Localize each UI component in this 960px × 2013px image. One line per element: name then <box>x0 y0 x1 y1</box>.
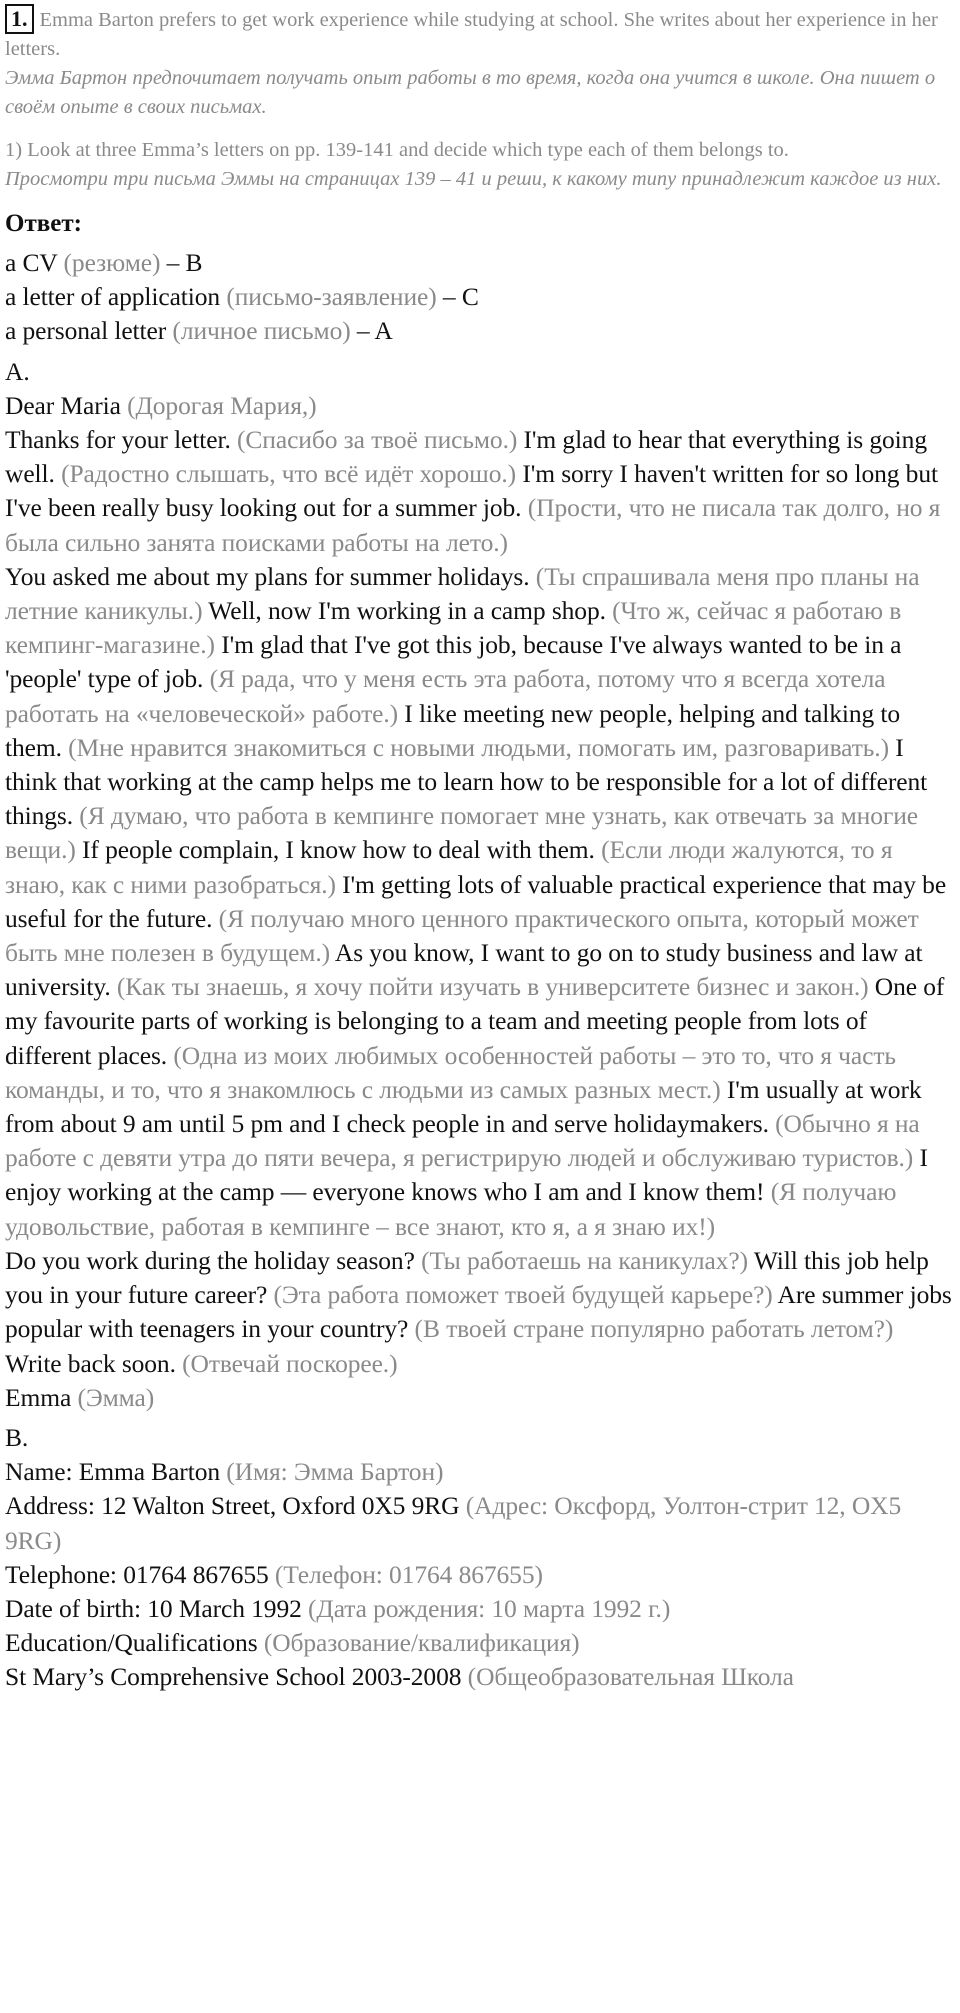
answer-item: a personal letter (личное письмо) – A <box>5 316 393 346</box>
letter-b-label: B. <box>5 1422 29 1452</box>
cv-row-school: St Mary’s Comprehensive School 2003-2008 (Общеобразовательная Школа <box>5 1662 794 1692</box>
cv-row-education: Education/Qualifications (Образование/квалификация) <box>5 1628 580 1658</box>
letter-a-greeting: Dear Maria (Дорогая Мария,) <box>5 390 317 420</box>
cv-row-name: Name: Emma Barton (Имя: Эмма Бартон) <box>5 1457 444 1487</box>
cv-row-date-of-birth: Date of birth: 10 March 1992 (Дата рождения: 10 марта 1992 г.) <box>5 1593 671 1623</box>
document-body <box>5 246 952 1695</box>
task-number: 1. <box>5 4 34 34</box>
letter-b <box>5 1421 952 1695</box>
question-1-ru: Просмотри три письма Эммы на страницах 139 – 41 и реши, к какому типу принадлежит каждое из них. <box>5 168 942 190</box>
cv-row-telephone: Telephone: 01764 867655 (Телефон: 01764 867655) <box>5 1559 543 1589</box>
letter-a-paragraph-1: Thanks for your letter. (Спасибо за твоё письмо.) I'm glad to hear that everything is going well. (Радостно слышать, что всё идёт хорошо.) I'm sorry I haven't written for so long but I've been really busy looking out for a summer job. (Прости, что не писала так долго, но я была сильно занята поисками работы на лето.) <box>5 425 941 557</box>
question-1-en: 1) Look at three Emma’s letters on pp. 139-141 and decide which type each of them belongs to. <box>5 139 789 161</box>
letter-a-label: A. <box>5 356 30 386</box>
answer-item: a letter of application (письмо-заявление) – C <box>5 282 479 312</box>
letter-a-paragraph-2: You asked me about my plans for summer holidays. (Ты спрашивала меня про планы на летние каникулы.) Well, now I'm working in a camp shop. (Что ж, сейчас я работаю в кемпинг-магазине.) I'm glad that I've got this job, because I've always wanted to be in a 'people' type of job. (Я рада, что у меня есть эта работа, потому что я всегда хотела работать на «человеческой» работе.) I like meeting new people, helping and talking to them. (Мне нравится знакомиться с новыми людьми, помогать им, разговаривать.) I think that working at the camp helps me to learn how to be responsible for a lot of different things. (Я думаю, что работа в кемпинге помогает мне узнать, как отвечать за многие вещи.) If people complain, I know how to deal with them. (Если люди жалуются, то я знаю, как с ними разобраться.) I'm getting lots of valuable practical experience that may be useful for the future. (Я получаю много ценного практического опыта, который может быть мне полезен в будущем.) As you know, I want to go on to study business and law at university. (Как ты знаешь, я хочу пойти изучать в университете бизнес и закон.) One of my favourite parts of working is belonging to a team and meeting people from lots of different places. (Одна из моих любимых особенностей работы – это то, что я часть команды, и то, что я знакомлюсь с людьми из самых разных мест.) I'm usually at work from about 9 am until 5 pm and I check people in and serve holidaymakers. (Обычно я на работе с девяти утра до пяти вечера, я регистрирую людей и обслуживаю туристов.) I enjoy working at the camp — everyone knows who I am and I know them! (Я получаю удовольствие, работая в кемпинге – все знают, кто я, а я знаю их!) <box>5 561 947 1241</box>
letter-a-paragraph-3: Do you work during the holiday season? (Ты работаешь на каникулах?) Will this job help you in your future career? (Эта работа поможет твоей будущей карьере?) Are summer jobs popular with teenagers in your country? (В твоей стране популярно работать летом?) <box>5 1245 952 1344</box>
task-intro-en: 1. Emma Barton prefers to get work experience while studying at school. She writes about her experience in her letters. <box>5 6 938 60</box>
letter-a <box>5 355 952 1415</box>
task-statement <box>5 4 952 194</box>
answer-item: a CV (резюме) – B <box>5 248 203 277</box>
answer-label: Ответ: <box>5 210 82 237</box>
letter-a-signature: Emma (Эмма) <box>5 1382 155 1412</box>
task-intro-ru: Эмма Бартон предпочитает получать опыт работы в то время, когда она учится в школе. Она пишет о своём опыте в своих письмах. <box>5 67 936 118</box>
letter-a-closing: Write back soon. (Отвечай поскорее.) <box>5 1348 398 1378</box>
answer-list <box>5 246 952 349</box>
cv-row-address: Address: 12 Walton Street, Oxford 0X5 9RG (Адрес: Оксфорд, Уолтон-стрит 12, OX5 9RG) <box>5 1491 902 1555</box>
